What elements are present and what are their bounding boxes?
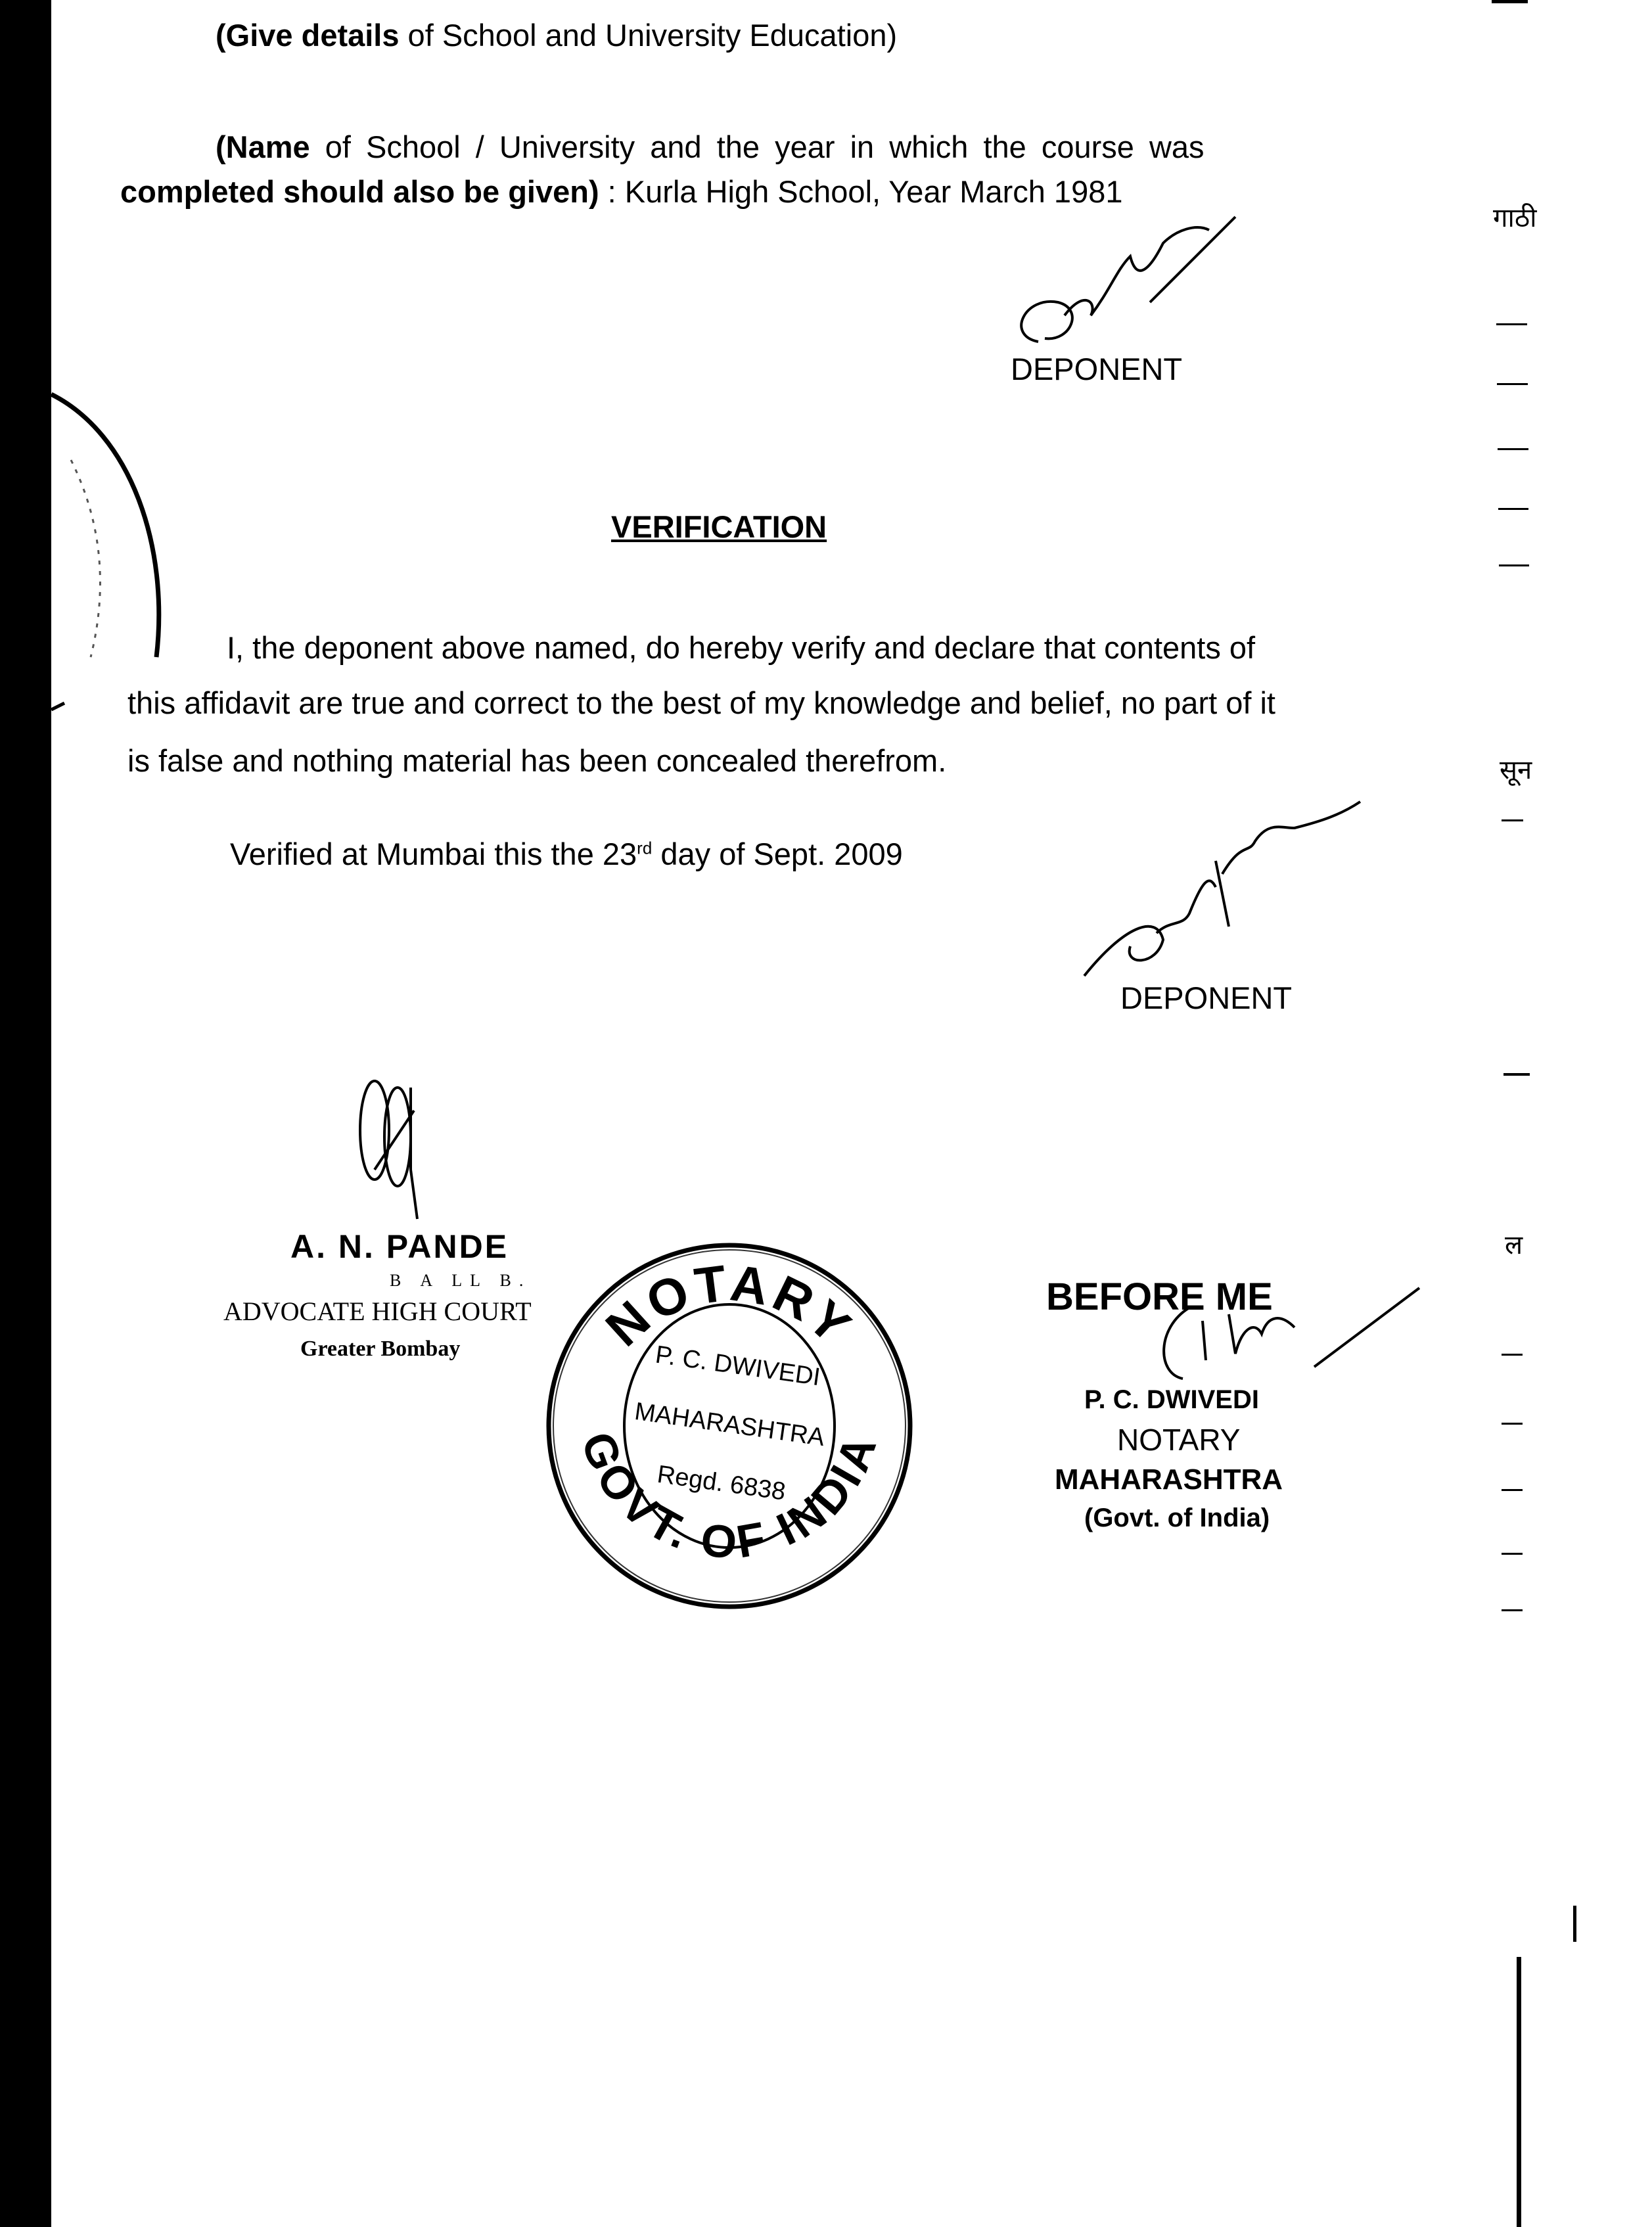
verification-line-1: I, the deponent above named, do hereby verify and declare that contents of bbox=[227, 630, 1256, 665]
seal-inner-name: P. C. DWIVEDI bbox=[653, 1341, 822, 1392]
margin-bar bbox=[1517, 1957, 1521, 2227]
margin-dash bbox=[1502, 1553, 1523, 1555]
seal-outer-bottom: GOVT. OF INDIA bbox=[571, 1425, 888, 1569]
margin-mark bbox=[1492, 0, 1528, 3]
margin-dash bbox=[1499, 564, 1529, 566]
notary-state: MAHARASHTRA bbox=[1055, 1463, 1283, 1496]
verified-at-line bbox=[230, 838, 903, 869]
notary-govt: (Govt. of India) bbox=[1084, 1504, 1270, 1532]
education-heading bbox=[216, 20, 897, 51]
svg-text:NOTARY bbox=[595, 1253, 864, 1357]
note-line2-rest: : Kurla High School, Year March 1981 bbox=[599, 174, 1123, 209]
margin-bar bbox=[1573, 1906, 1576, 1942]
before-me-label: BEFORE ME bbox=[1046, 1275, 1273, 1318]
margin-dash bbox=[1502, 1609, 1523, 1611]
note-bold: (Name bbox=[216, 129, 310, 164]
verification-line-3: is false and nothing material has been concealed therefrom. bbox=[127, 743, 947, 778]
deponent-label-2: DEPONENT bbox=[1120, 980, 1293, 1015]
verification-title: VERIFICATION bbox=[611, 509, 827, 544]
seal-inner-state: MAHARASHTRA bbox=[633, 1397, 827, 1452]
deponent-signature-1 bbox=[999, 217, 1249, 348]
notary-signature bbox=[1143, 1288, 1419, 1380]
scan-left-edge bbox=[0, 0, 51, 2227]
margin-word-3: ल bbox=[1505, 1231, 1523, 1260]
deponent-signature-2 bbox=[1084, 802, 1367, 979]
seal-outer-top: NOTARY bbox=[594, 1253, 865, 1358]
margin-dash bbox=[1496, 323, 1527, 325]
seal-inner-reg: Regd. 6838 bbox=[655, 1460, 787, 1506]
margin-dash bbox=[1497, 383, 1528, 385]
deponent-label-1: DEPONENT bbox=[1011, 352, 1183, 386]
note-line1-rest: of School / University and the year in which the course was bbox=[310, 129, 1205, 164]
heading-rest: of School and University Education) bbox=[399, 18, 898, 53]
notary-title: NOTARY bbox=[1117, 1423, 1241, 1457]
education-note-line2 bbox=[120, 176, 1123, 207]
advocate-name: A. N. PANDE bbox=[290, 1228, 509, 1265]
notary-name: P. C. DWIVEDI bbox=[1084, 1385, 1259, 1414]
margin-word-2: सून bbox=[1500, 756, 1532, 785]
partial-seal-left bbox=[51, 381, 183, 723]
margin-dash bbox=[1502, 1423, 1523, 1425]
advocate-place: Greater Bombay bbox=[300, 1337, 461, 1361]
heading-bold: (Give details bbox=[216, 18, 400, 53]
advocate-title: ADVOCATE HIGH COURT bbox=[223, 1297, 532, 1326]
margin-dash bbox=[1498, 508, 1528, 510]
verified-suffix: day of Sept. 2009 bbox=[652, 837, 903, 871]
notary-seal bbox=[539, 1235, 920, 1617]
advocate-signature bbox=[348, 1071, 480, 1222]
margin-dash bbox=[1503, 1073, 1530, 1076]
margin-dash bbox=[1498, 448, 1528, 450]
margin-dash bbox=[1502, 819, 1523, 821]
education-note-line1 bbox=[216, 131, 1205, 162]
margin-word-1: गाठी bbox=[1493, 204, 1537, 233]
note-line2-bold: completed should also be given) bbox=[120, 174, 599, 209]
margin-dash bbox=[1502, 1489, 1523, 1491]
verified-prefix: Verified at Mumbai this the 23 bbox=[230, 837, 637, 871]
verified-sup: rd bbox=[637, 838, 653, 858]
margin-dash bbox=[1502, 1354, 1523, 1356]
advocate-degree: B A LL B. bbox=[390, 1271, 532, 1290]
verification-line-2: this affidavit are true and correct to the best of my knowledge and belief, no part of it bbox=[127, 685, 1275, 720]
